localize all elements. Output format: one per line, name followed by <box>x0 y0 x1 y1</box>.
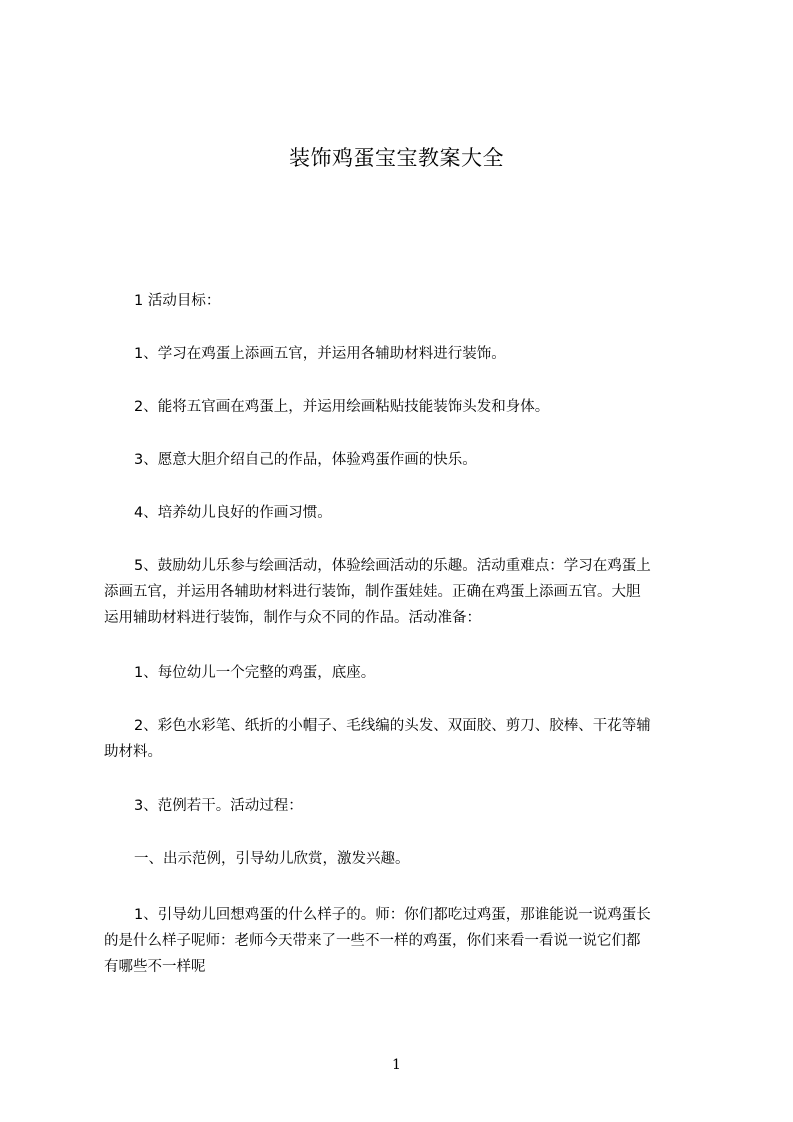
paragraph-line: 5、鼓励幼儿乐参与绘画活动，体验绘画活动的乐趣。活动重难点：学习在鸡蛋上 <box>134 558 651 574</box>
paragraph-prep-3 <box>104 793 740 819</box>
paragraph-line: 1 活动目标： <box>134 293 221 309</box>
paragraph-line: 4、培养幼儿良好的作画习惯。 <box>134 505 332 521</box>
paragraph-line: 运用辅助材料进行装饰，制作与众不同的作品。活动准备： <box>104 610 481 626</box>
paragraph-goal-2 <box>104 394 740 420</box>
paragraph-line: 助材料。 <box>104 744 162 760</box>
paragraph-line: 1、引导幼儿回想鸡蛋的什么样子的。师：你们都吃过鸡蛋，那谁能说一说鸡蛋长 <box>134 907 651 923</box>
paragraph-line: 1、每位幼儿一个完整的鸡蛋，底座。 <box>134 665 376 681</box>
paragraph-line: 1、学习在鸡蛋上添画五官，并运用各辅助材料进行装饰。 <box>134 346 506 362</box>
paragraph-process-step-1 <box>104 902 710 980</box>
paragraph-line: 3、范例若干。活动过程： <box>134 798 303 814</box>
paragraph-goals-heading <box>104 288 740 314</box>
paragraph-line: 3、愿意大胆介绍自己的作品，体验鸡蛋作画的快乐。 <box>134 452 477 468</box>
document-title: 装饰鸡蛋宝宝教案大全 <box>289 146 504 170</box>
paragraph-line: 添画五官，并运用各辅助材料进行装饰，制作蛋娃娃。正确在鸡蛋上添画五官。大胆 <box>104 584 641 600</box>
paragraph-line: 2、能将五官画在鸡蛋上，并运用绘画粘贴技能装饰头发和身体。 <box>134 399 550 415</box>
paragraph-process-1 <box>104 846 740 872</box>
paragraph-line: 2、彩色水彩笔、纸折的小帽子、毛线编的头发、双面胶、剪刀、胶棒、干花等辅 <box>134 718 651 734</box>
paragraph-goal-5 <box>104 553 710 631</box>
paragraph-line: 的是什么样子呢师：老师今天带来了一些不一样的鸡蛋，你们来看一看说一说它们都 <box>104 933 641 949</box>
paragraph-goal-1 <box>104 341 740 367</box>
paragraph-goal-4 <box>104 500 740 526</box>
paragraph-line: 有哪些不一样呢 <box>104 959 206 975</box>
paragraph-prep-2 <box>104 713 710 765</box>
paragraph-prep-1 <box>104 660 740 686</box>
page-number: 1 <box>392 1057 401 1073</box>
paragraph-line: 一、出示范例，引导幼儿欣赏，激发兴趣。 <box>134 851 410 867</box>
paragraph-goal-3 <box>104 447 740 473</box>
